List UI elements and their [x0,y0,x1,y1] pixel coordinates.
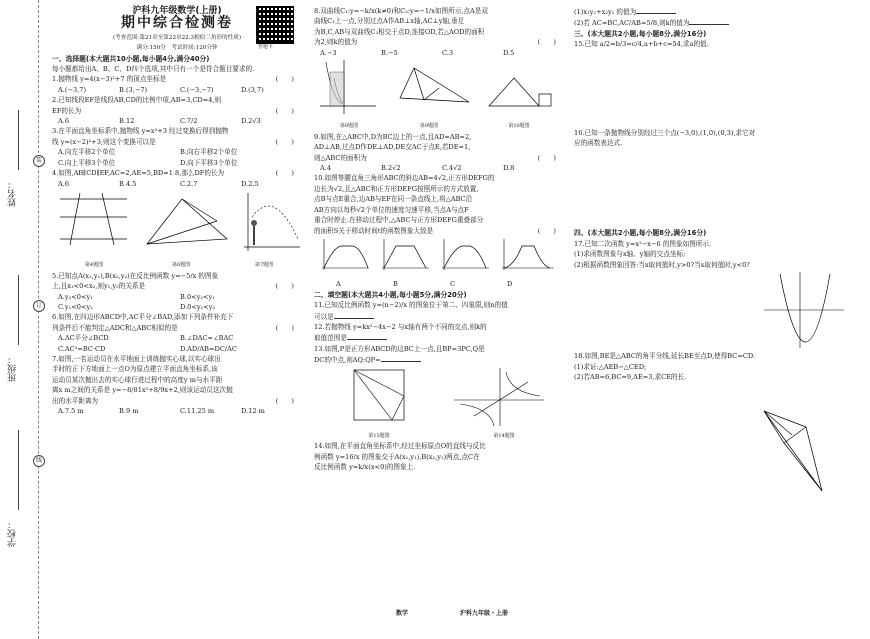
class-line [18,275,19,345]
question-11: 11.已知反比例函数 y=(n−2)/x 的图象位于第二、四象限,则n的值 [314,301,508,310]
figure-8-caption: 第8题图 [339,123,359,130]
figures-8-9-10 [314,58,564,118]
question-1-options: A.(−3,7) B.(3,−7) C.(−3,−7) D.(3,7) [58,85,264,94]
figure-14 [454,368,544,426]
section-3-heading: 三、(本大题共2小题,每小题8分,满分16分) [574,29,707,38]
school-label: 学校： [8,520,18,547]
question-10-options: A B C D [336,280,513,289]
figure-6-caption: 第6题图 [171,262,191,269]
binding-circle: 装 [33,155,45,167]
question-18: 18.如图,BE是△ABC的角平分线,延长BE至点D,使得BC=CD. [574,352,756,361]
figure-13-caption: 第13题图 [368,432,390,439]
option-graph-b [382,239,429,270]
figure-14-caption: 第14题图 [493,432,515,439]
section-2-heading: 二、填空题(本大题共4小题,每小题5分,满分20分) [314,290,467,299]
option-graph-d [502,239,554,270]
answer-blank-11[interactable] [334,311,374,319]
question-9-options: A.4 B.2√2 C.4√2 D.8 [320,164,515,173]
exam-series-title: 沪科九年级数学(上册) [132,6,222,16]
figure-7 [244,193,300,251]
figure-10-caption: 第10题图 [508,123,530,130]
section-4-heading: 四、(本大题共2小题,每小题8分,满分16分) [574,229,707,238]
figure-7-caption: 第7题图 [254,262,274,269]
answer-space-15[interactable] [574,50,864,128]
answer-blank-13[interactable] [381,354,421,362]
question-3-options: A.向左平移2个单位 B.向右平移2个单位 [58,148,238,157]
binding-circle: 线 [33,455,45,467]
question-6: 6.如图,在四边形ABCD中,AC平分∠BAD,添加下列条件补充下 [52,313,234,322]
name-label: 姓名： [8,180,18,207]
column-1: 沪科九年级数学(上册) 期中综合检测卷 (考查范围:第21章至第22章22.3相似三角形的性质) 满分:150分 考试时间:120分钟 一、选择题(本大题共10小题,每小题4分,满分40分) 每小题都给出A、B、C、D四个选项,其中只有一个是符合题目要求的. 1.抛物线 y=4(x−3)²+7 的顶点坐标是 ( ) A.(−3,7) B.(3,−7) C.(−3,−7) D.(3,7) 2.已知线段EF是线段AB,CD的比例中项,AB=3,CD=4,则 EF的长为 ( ) A.6 B.12 C.7/2 D.2√3 3.在平面直角坐标系中,抛物线 y=x²+3 经过变换后得到抛物 线 y=(x−2)²+3,则这个变换可以是 ( ) A.向左平移2个单位 B.向右平移2个单位 C.向上平移3个单位 D.向下平移3个单位 4.如图,AB∥CD∥EF,AC=2,AE=5,BD=1.8,那么DF的长为 ( ) A.6 B.4.5 C.2.7 D.2.5 第4题图 第6题图 第7题图 5.已知点A(x₁,y₁),B(x₂,y₂)在反比例函数 y=−5/x 的图象 上,且x₁<0<x₂,则y₁,y₂的关系是 ( ) A.y₂<0<y₁ B.0<y₂<y₁ C.y₁<0<y₂ D.0<y₁<y₂ 6.如图,在四边形ABCD中,AC平分∠BAD,添加下列条件补充下 列条件后不能判定△ADC和△ABC相似的是 ( ) A.AC平分∠BCD B.∠DAC=∠BAC C.AC²=BC·CD D.AD/AB=DC/AC 7.如图,一名运动员在水平地面上训练抛实心球,以实心球出 手时的正下方地面上一点O为原点建立平面直角坐标系,该 运动员某次抛出去的实心球行进过程中的高度y m与水平距 离x m之间的关系是 y=−8/81x²+8/9x+2,则该运动员这次抛 出的水平距离为 ( ) A.7.5 m B.9 m C.11.25 m D.12 m [52,6,302,416]
question-4-options: A.6 B.4.5 C.2.7 D.2.5 [58,179,259,188]
column-3: (1)x₁y₂+x₂y₁ 的值为 (2)若 AC=BC,AC/AB=5/8,则k的值为 三、(本大题共2小题,每小题8分,满分16分) 15.已知 a/2=b/3=c/4,a+b+c=54,求a的值. 16.已知一条抛物线分别经过三个点(−3,0),(1,0),(0,3),求它对 应的函数表达式. 四、(本大题共2小题,每小题8分,满分16分) 17.已知二次函数 y=x²−x−6 的图象如图所示. (1)求函数图象与x轴、y轴的交点坐标; (2)根据函数图象回答:当x取何值时,y>0?当x取何值时,y<0? 18.如图,BE是△ABC的角平分线,延长BE至点D,使得BC=CD. (1)求证:△AEB∽△CED; (2)若AB=6,BC=9,AE=3,求CE的长. [574,6,864,496]
question-13: 13.如图,P是正方形ABCD的边BC上一点,且BP=3PC,Q是 [314,344,485,353]
footer-edition: 沪科九年级・上册 [460,610,509,617]
exam-info: 满分:150分 考试时间:120分钟 [136,45,218,52]
question-15: 15.已知 a/2=b/3=c/4,a+b+c=54,求a的值. [574,40,709,49]
question-16: 16.已知一条抛物线分别经过三个点(−3,0),(1,0),(0,3),求它对 [574,128,756,137]
figure-9-caption: 第9题图 [419,123,439,130]
figure-10 [489,78,551,106]
name-line [18,110,19,170]
answer-blank-14-1[interactable] [636,6,676,14]
question-14-part-2: (2)若 AC=BC,AC/AB=5/8,则k的值为 [574,17,864,28]
figure-9 [400,68,469,102]
question-8: 8.双曲线C₁:y=−k/x(k≠0)和C₂:y=−1/x如图所示,点A是双 [314,7,488,15]
question-14-part-1: (1)x₁y₂+x₂y₁ 的值为 [574,6,864,17]
school-line [18,430,19,510]
figure-17-parabola [574,270,864,348]
answer-blank-12[interactable] [347,332,387,340]
question-6-options: A.AC平分∠BCD B.∠DAC=∠BAC [58,334,234,343]
question-7-options: A.7.5 m B.9 m C.11.25 m D.12 m [58,407,265,415]
figures-13-14 [314,366,564,428]
exam-scope: (考查范围:第21章至第22章22.3相似三角形的性质) [112,34,242,41]
question-8-options: A.−3 B.−5 C.3 D.5 [320,48,515,57]
qr-caption: 答题卡 [258,44,274,50]
question-5: 5.已知点A(x₁,y₁),B(x₂,y₂)在反比例函数 y=−5/x 的图象 [52,271,219,280]
question-9: 9.如图,在△ABC中,D为BC边上的一点,且AD=AB=2, [314,132,472,141]
figure-8 [320,60,376,114]
section-1-heading: 一、选择题(本大题共10小题,每小题4分,满分40分) [52,54,210,63]
question-2-options: A.6 B.12 C.7/2 D.2√3 [58,117,261,126]
option-graph-a [322,239,369,270]
question-2: 2.已知线段EF是线段AB,CD的比例中项,AB=3,CD=4,则 [52,96,222,105]
question-17: 17.已知二次函数 y=x²−x−6 的图象如图所示. [574,239,712,248]
figure-18-triangle [574,383,864,493]
binding-circle: 订 [33,300,45,312]
section-1-desc: 每小题都给出A、B、C、D四个选项,其中只有一个是符合题目要求的. [52,65,255,74]
question-3: 3.在平面直角坐标系中,抛物线 y=x²+3 经过变换后得到抛物 [52,127,229,136]
answer-space-16[interactable] [574,148,864,228]
question-4: 4.如图,AB∥CD∥EF,AC=2,AE=5,BD=1.8,那么DF的长为 ( ) [52,169,294,178]
question-7: 7.如图,一名运动员在水平地面上训练抛实心球,以实心球出 [52,354,221,363]
footer-subject: 数学 [396,610,409,617]
answer-blank-14-2[interactable] [689,17,729,25]
question-5-options: A.y₂<0<y₁ B.0<y₂<y₁ [58,292,215,301]
exam-title: 期中综合检测卷 [121,15,233,32]
column-2: 8.双曲线C₁:y=−k/x(k≠0)和C₂:y=−1/x如图所示,点A是双 曲线C₁上一点,分别过点A作AB⊥x轴,AC⊥y轴,垂足 为B,C,AB与双曲线C₂相交于点D,连接OD,若△AOD的面积 为2,则k的值为 ( ) A.−3 B.−5 C.3 D.5 第8题图 第9题图 第10题图 9.如图,在△ABC中,D为BC边上的一点,且AD=AB=2, AD⊥AB,过点D作DE⊥AD,DE交AC于点E,若DE=1, 则△ABC的面积为 ( ) A.4 B.2√2 C.4√2 D.8 10.如图等腰直角三角形ABC的斜边AB=4√2,正方形DEFG的 边长为√2,且△ABC和正方形DEFG按照所示的方式放置, 点B与点E重合,边AB与EF在同一条直线上,将△ABC沿 AB方向以每秒√2个单位的速度匀速平移,当点A与点F 重合时停止.在移动过程中,△ABC与正方形DEFG重叠部分 的面积S关于移动时间t的函数图象大致是 ( ) A B C D 二、填空题(本大题共4小题,每小题5分,满分20分) 11.已知反比例函数 y=(n−2)/x 的图象位于第二、四象限,则n的值 可以是 12.若抛物线 y=kx²−4x−2 与x轴有两个不同的交点,则k的 取值范围是 13.如图,P是正方形ABCD的边BC上一点,且BP=3PC,Q是 DC的中点,则AQ:QP= 第13题图 第14题图 14.如图,在平面直角坐标系中,经过坐标原点O的直线与反比 例函数 y=16/x 的图象交于A(x₁,y₁),B(x₂,y₂)两点,点C在 反比例函数 y=k/x(x<0)的图象上. [314,6,564,473]
question-1: 1.抛物线 y=4(x−3)²+7 的顶点坐标是 ( ) [52,75,294,84]
binding-strip [0,0,42,639]
question-10-option-graphs [314,236,564,276]
question-14: 14.如图,在平面直角坐标系中,经过坐标原点O的直线与反比 [314,442,486,451]
figure-4 [60,193,127,245]
figure-4-caption: 第4题图 [84,262,104,269]
figure-13 [354,370,404,420]
question-12: 12.若抛物线 y=kx²−4x−2 与x轴有两个不同的交点,则k的 [314,322,487,331]
figure-6 [147,199,227,244]
figures-4-6-7 [52,189,302,257]
class-label: 班级： [8,355,18,382]
question-10: 10.如图等腰直角三角形ABC的斜边AB=4√2,正方形DEFG的 [314,174,495,183]
option-graph-c [442,239,489,270]
